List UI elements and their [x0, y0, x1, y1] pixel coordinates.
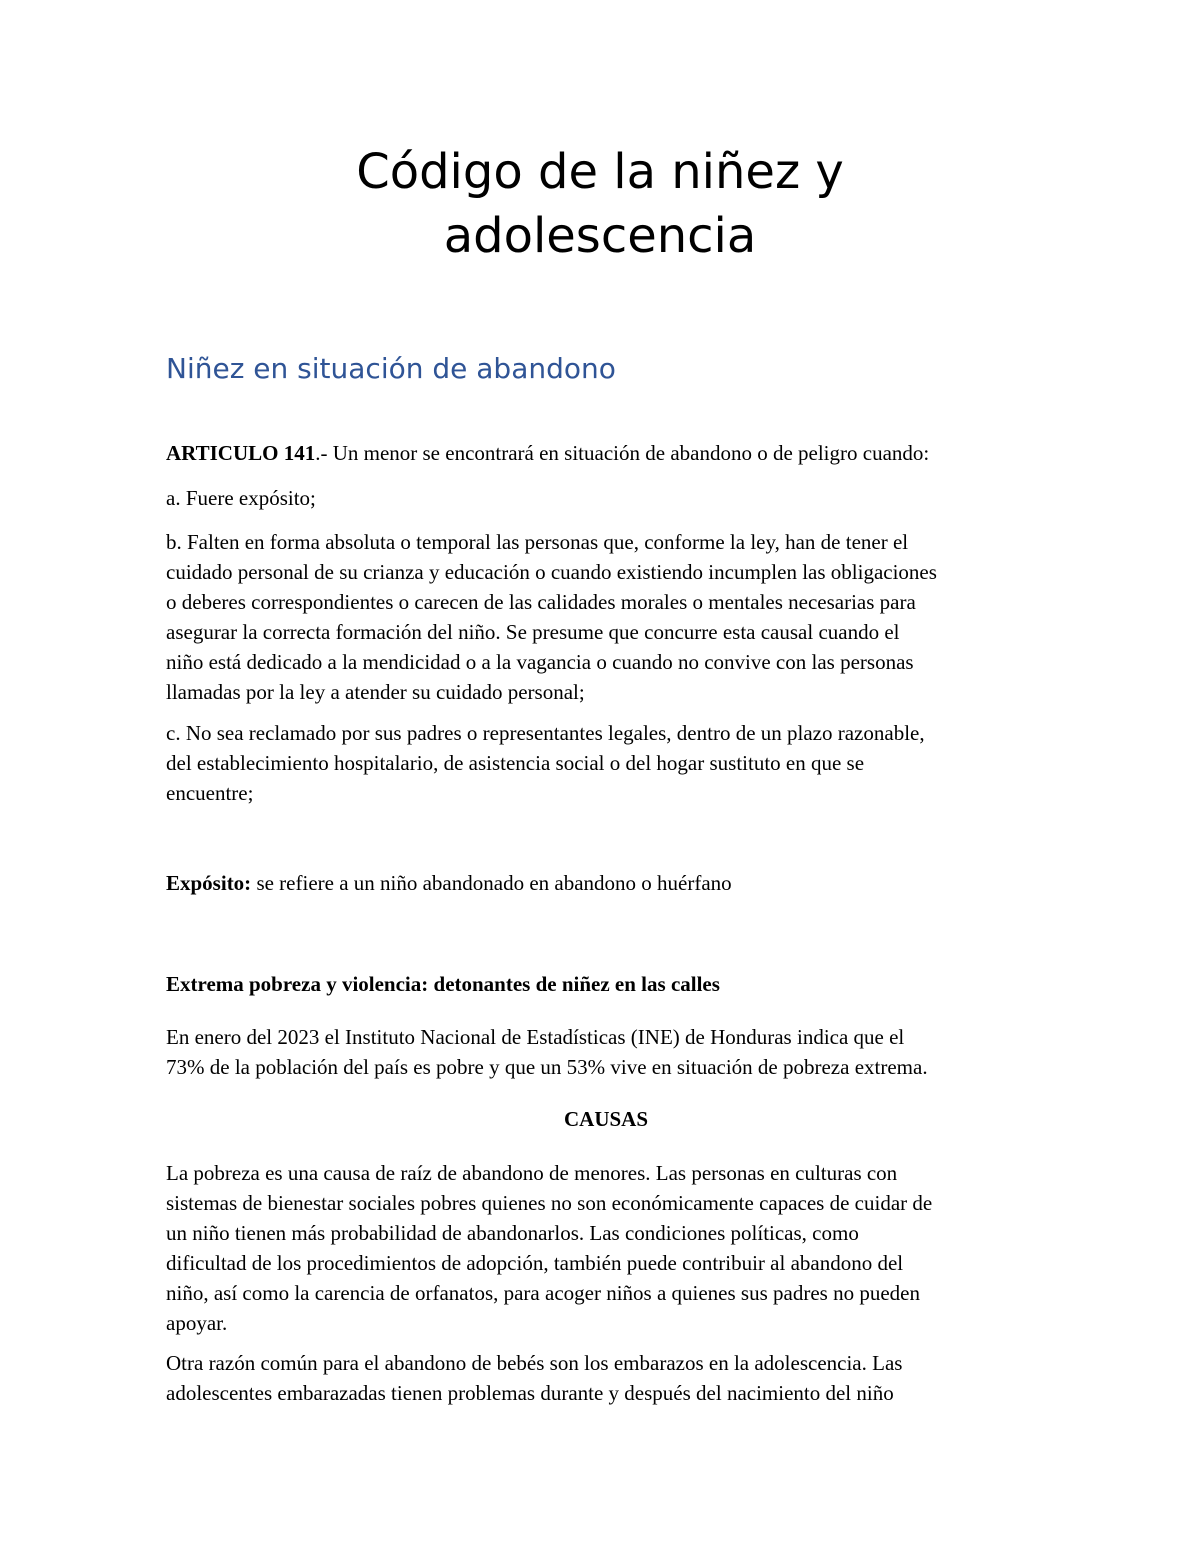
item-a-text: a. Fuere expósito;	[166, 486, 316, 510]
definition-paragraph	[166, 868, 1046, 898]
causes-heading: CAUSAS	[563, 1107, 649, 1131]
article-text: .- Un menor se encontrará en situación de abandono o de peligro cuando:	[315, 441, 930, 465]
item-a	[166, 483, 1046, 513]
causes-paragraph-2	[166, 1348, 1046, 1408]
causes-p1-line: dificultad de los procedimientos de adopción, también puede contribuir al abandono del	[166, 1251, 904, 1275]
item-b	[166, 527, 1046, 707]
causes-p1-line: apoyar.	[166, 1311, 228, 1335]
stats-line: 73% de la población del país es pobre y que un 53% vive en situación de pobreza extrema.	[166, 1055, 928, 1079]
definition-text: se refiere a un niño abandonado en abandono o huérfano	[251, 871, 732, 895]
causes-p1-line: un niño tienen más probabilidad de abandonarlos. Las condiciones políticas, como	[166, 1221, 859, 1245]
causes-p1-line: niño, así como la carencia de orfanatos, para acoger niños a quienes sus padres no pueden	[166, 1281, 920, 1305]
item-c-line: encuentre;	[166, 781, 254, 805]
subheading	[166, 969, 1046, 999]
item-c-line: del establecimiento hospitalario, de asistencia social o del hogar sustituto en que se	[166, 751, 865, 775]
causes-p2-line: adolescentes embarazadas tienen problemas durante y después del nacimiento del niño	[166, 1381, 894, 1405]
title-line-2: adolescencia	[443, 208, 757, 264]
item-b-line: asegurar la correcta formación del niño. Se presume que concurre esta causal cuando el	[166, 620, 900, 644]
item-c-line: c. No sea reclamado por sus padres o representantes legales, dentro de un plazo razonable,	[166, 721, 925, 745]
causes-paragraph-1	[166, 1158, 1046, 1338]
causes-p1-line: La pobreza es una causa de raíz de abandono de menores. Las personas en culturas con	[166, 1161, 898, 1185]
causes-p2-line: Otra razón común para el abandono de bebés son los embarazos en la adolescencia. Las	[166, 1351, 903, 1375]
item-c	[166, 718, 1046, 808]
stats-paragraph	[166, 1022, 1046, 1082]
item-b-line: llamadas por la ley a atender su cuidado personal;	[166, 680, 585, 704]
document-title	[200, 140, 1000, 268]
item-b-line: cuidado personal de su crianza y educación o cuando existiendo incumplen las obligaciones	[166, 560, 937, 584]
article-paragraph	[166, 438, 1046, 468]
definition-term: Expósito:	[166, 871, 252, 895]
item-b-line: b. Falten en forma absoluta o temporal las personas que, conforme la ley, han de tener el	[166, 530, 909, 554]
title-line-1: Código de la niñez y	[356, 144, 844, 200]
causes-p1-line: sistemas de bienestar sociales pobres quienes no son económicamente capaces de cuidar de	[166, 1191, 933, 1215]
section-heading: Niñez en situación de abandono	[166, 352, 616, 385]
item-b-line: niño está dedicado a la mendicidad o a la vagancia o cuando no convive con las personas	[166, 650, 914, 674]
article-label: ARTICULO 141	[166, 441, 316, 465]
stats-line: En enero del 2023 el Instituto Nacional de Estadísticas (INE) de Honduras indica que el	[166, 1025, 905, 1049]
item-b-line: o deberes correspondientes o carecen de las calidades morales o mentales necesarias para	[166, 590, 916, 614]
subheading-text: Extrema pobreza y violencia: detonantes de niñez en las calles	[166, 972, 720, 996]
